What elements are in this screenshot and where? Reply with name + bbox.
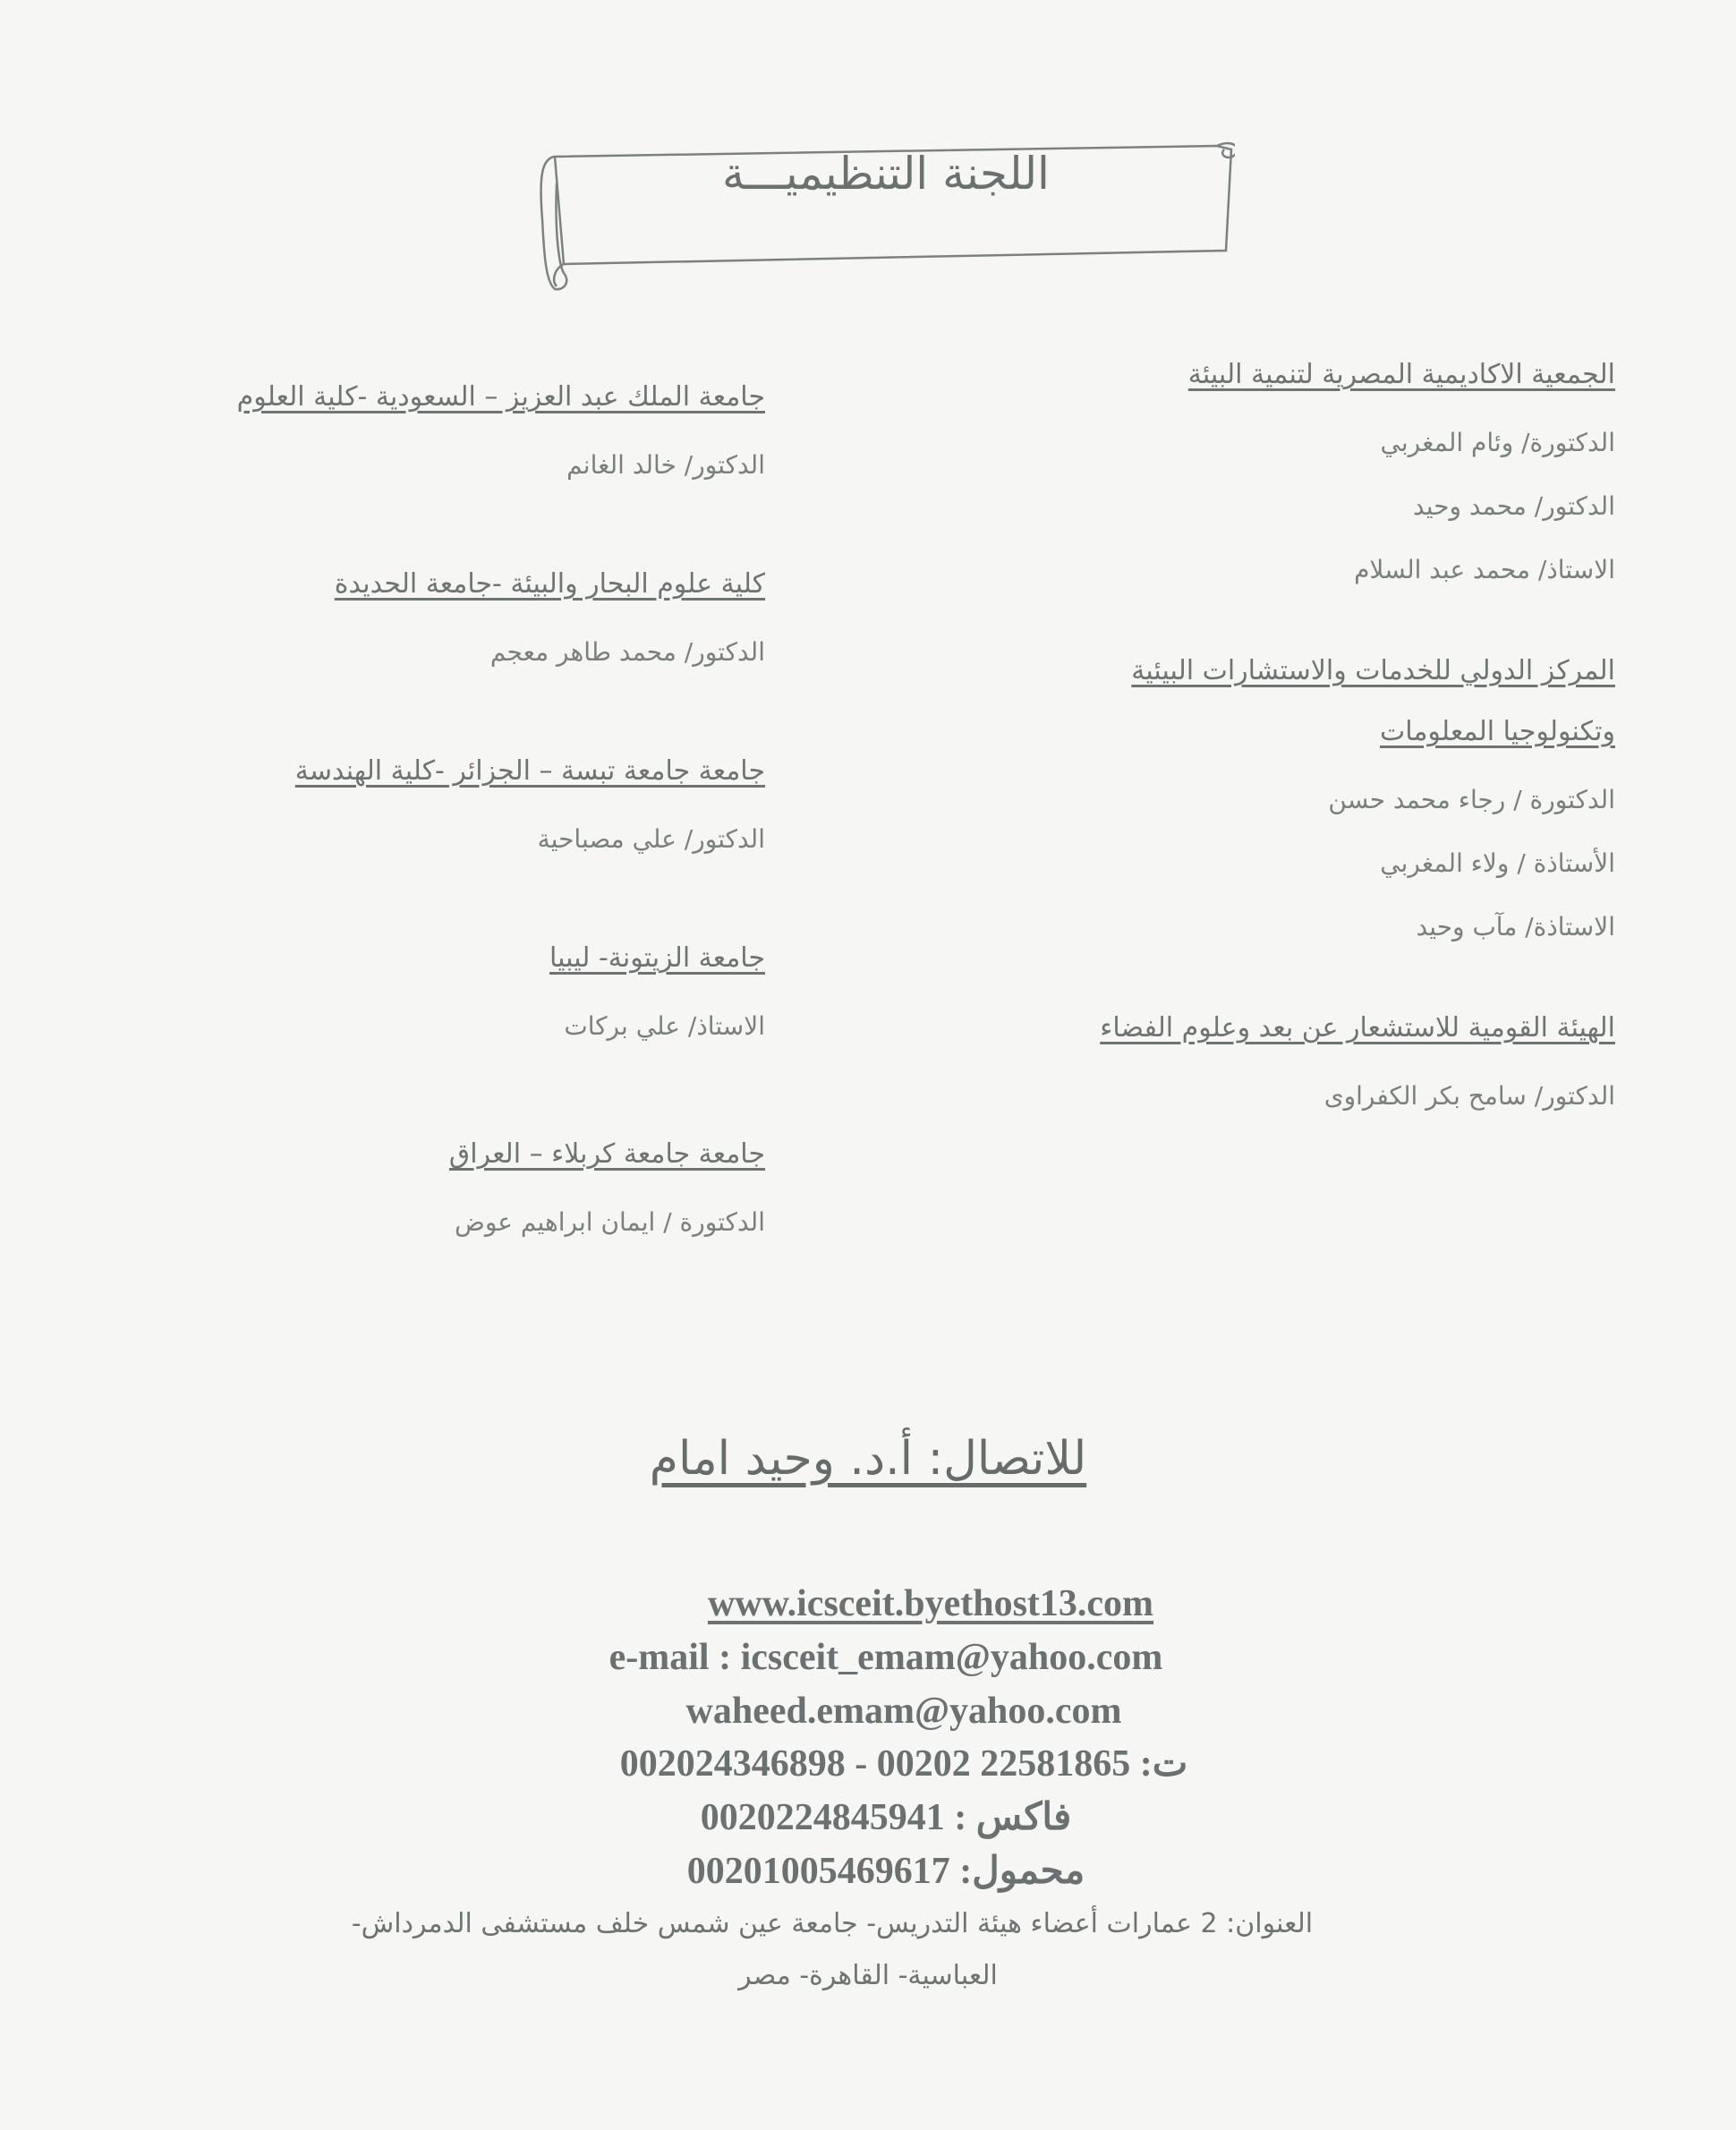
org-block — [935, 650, 1615, 944]
org-title-line: وتكنولوجيا المعلومات — [1379, 716, 1615, 747]
org-title-line: جامعة جامعة كربلاء – العراق — [448, 1138, 765, 1170]
phone-numbers: 002024346898 - 00202 22581865 — [619, 1743, 1131, 1785]
member-name: الاستاذ/ علي بركات — [564, 1011, 765, 1041]
contact-heading-text: للاتصال: أ.د. وحيد امام — [649, 1432, 1087, 1486]
member-name: الدكتور/ سامح بكر الكفراوى — [1323, 1081, 1615, 1111]
member-name: الدكتورة / ايمان ابراهيم عوض — [454, 1207, 765, 1237]
org-title — [449, 1133, 765, 1176]
website-link[interactable]: www.icsceit.byethost13.com — [707, 1583, 1154, 1624]
address-line: العباسية- القاهرة- مصر — [738, 1960, 998, 1991]
phone-label: ت: — [1139, 1743, 1188, 1785]
member-name: الاستاذة/ مآب وحيد — [1416, 912, 1615, 941]
org-title-line: جامعة جامعة تبسة – الجزائر -كلية الهندسة — [294, 755, 765, 787]
mobile-label: محمول: — [959, 1851, 1085, 1892]
phone-line — [36, 1741, 1736, 1785]
org-title — [1131, 650, 1615, 754]
left-column — [85, 376, 765, 1263]
org-block — [935, 1007, 1615, 1113]
org-title-line: الهيئة القومية للاستشعار عن بعد وعلوم الفضاء — [1100, 1012, 1615, 1044]
email-line — [18, 1636, 1736, 1679]
org-block — [85, 1133, 765, 1240]
website-line — [63, 1582, 1736, 1625]
org-block — [935, 354, 1615, 587]
email-line — [36, 1690, 1736, 1733]
org-title-line: جامعة الملك عبد العزيز – السعودية -كلية العلوم — [236, 381, 765, 413]
member-name: الدكتور/ محمد وحيد — [1413, 491, 1615, 521]
member-name: الدكتورة/ وئام المغربي — [1380, 428, 1615, 457]
org-title — [549, 937, 765, 980]
title-banner — [537, 112, 1235, 291]
org-block — [85, 563, 765, 669]
address-line: العنوان: 2 عمارات أعضاء هيئة التدريس- جامعة عين شمس خلف مستشفى الدمرداش- — [351, 1908, 1314, 1939]
fax-label: فاكس : — [954, 1797, 1072, 1838]
member-name: الأستاذة / ولاء المغربي — [1380, 848, 1615, 878]
org-title — [335, 563, 765, 606]
org-title — [1100, 1007, 1615, 1050]
fax-number: 0020224845941 — [700, 1797, 945, 1838]
mobile-line — [18, 1848, 1736, 1893]
member-name: الاستاذ/ محمد عبد السلام — [1354, 555, 1615, 584]
org-title — [1188, 354, 1615, 396]
org-title — [295, 750, 765, 793]
org-block — [85, 376, 765, 482]
org-block — [85, 937, 765, 1044]
fax-line — [18, 1794, 1736, 1839]
org-title-line: كلية علوم البحار والبيئة -جامعة الحديدة — [334, 568, 765, 600]
email-primary[interactable]: e-mail : icsceit_emam@yahoo.com — [608, 1637, 1163, 1678]
member-name: الدكتور/ محمد طاهر معجم — [489, 637, 765, 667]
org-block — [85, 750, 765, 856]
member-name: الدكتور/ علي مصباحية — [537, 824, 765, 854]
page-title: اللجنة التنظيميـــة — [722, 148, 1050, 200]
right-column — [935, 354, 1615, 1137]
member-name: الدكتور/ خالد الغانم — [566, 450, 765, 480]
email-secondary[interactable]: waheed.emam@yahoo.com — [685, 1691, 1122, 1732]
org-title-line: المركز الدولي للخدمات والاستشارات البيئية — [1131, 655, 1615, 686]
mobile-number: 00201005469617 — [686, 1851, 950, 1892]
contact-heading — [0, 1432, 1736, 1486]
member-name: الدكتورة / رجاء محمد حسن — [1328, 785, 1615, 814]
scroll-frame — [537, 112, 1235, 291]
org-title — [237, 376, 765, 419]
org-title-line: جامعة الزيتونة- ليبيا — [549, 942, 765, 974]
org-title-line: الجمعية الاكاديمية المصرية لتنمية البيئة — [1187, 359, 1615, 390]
